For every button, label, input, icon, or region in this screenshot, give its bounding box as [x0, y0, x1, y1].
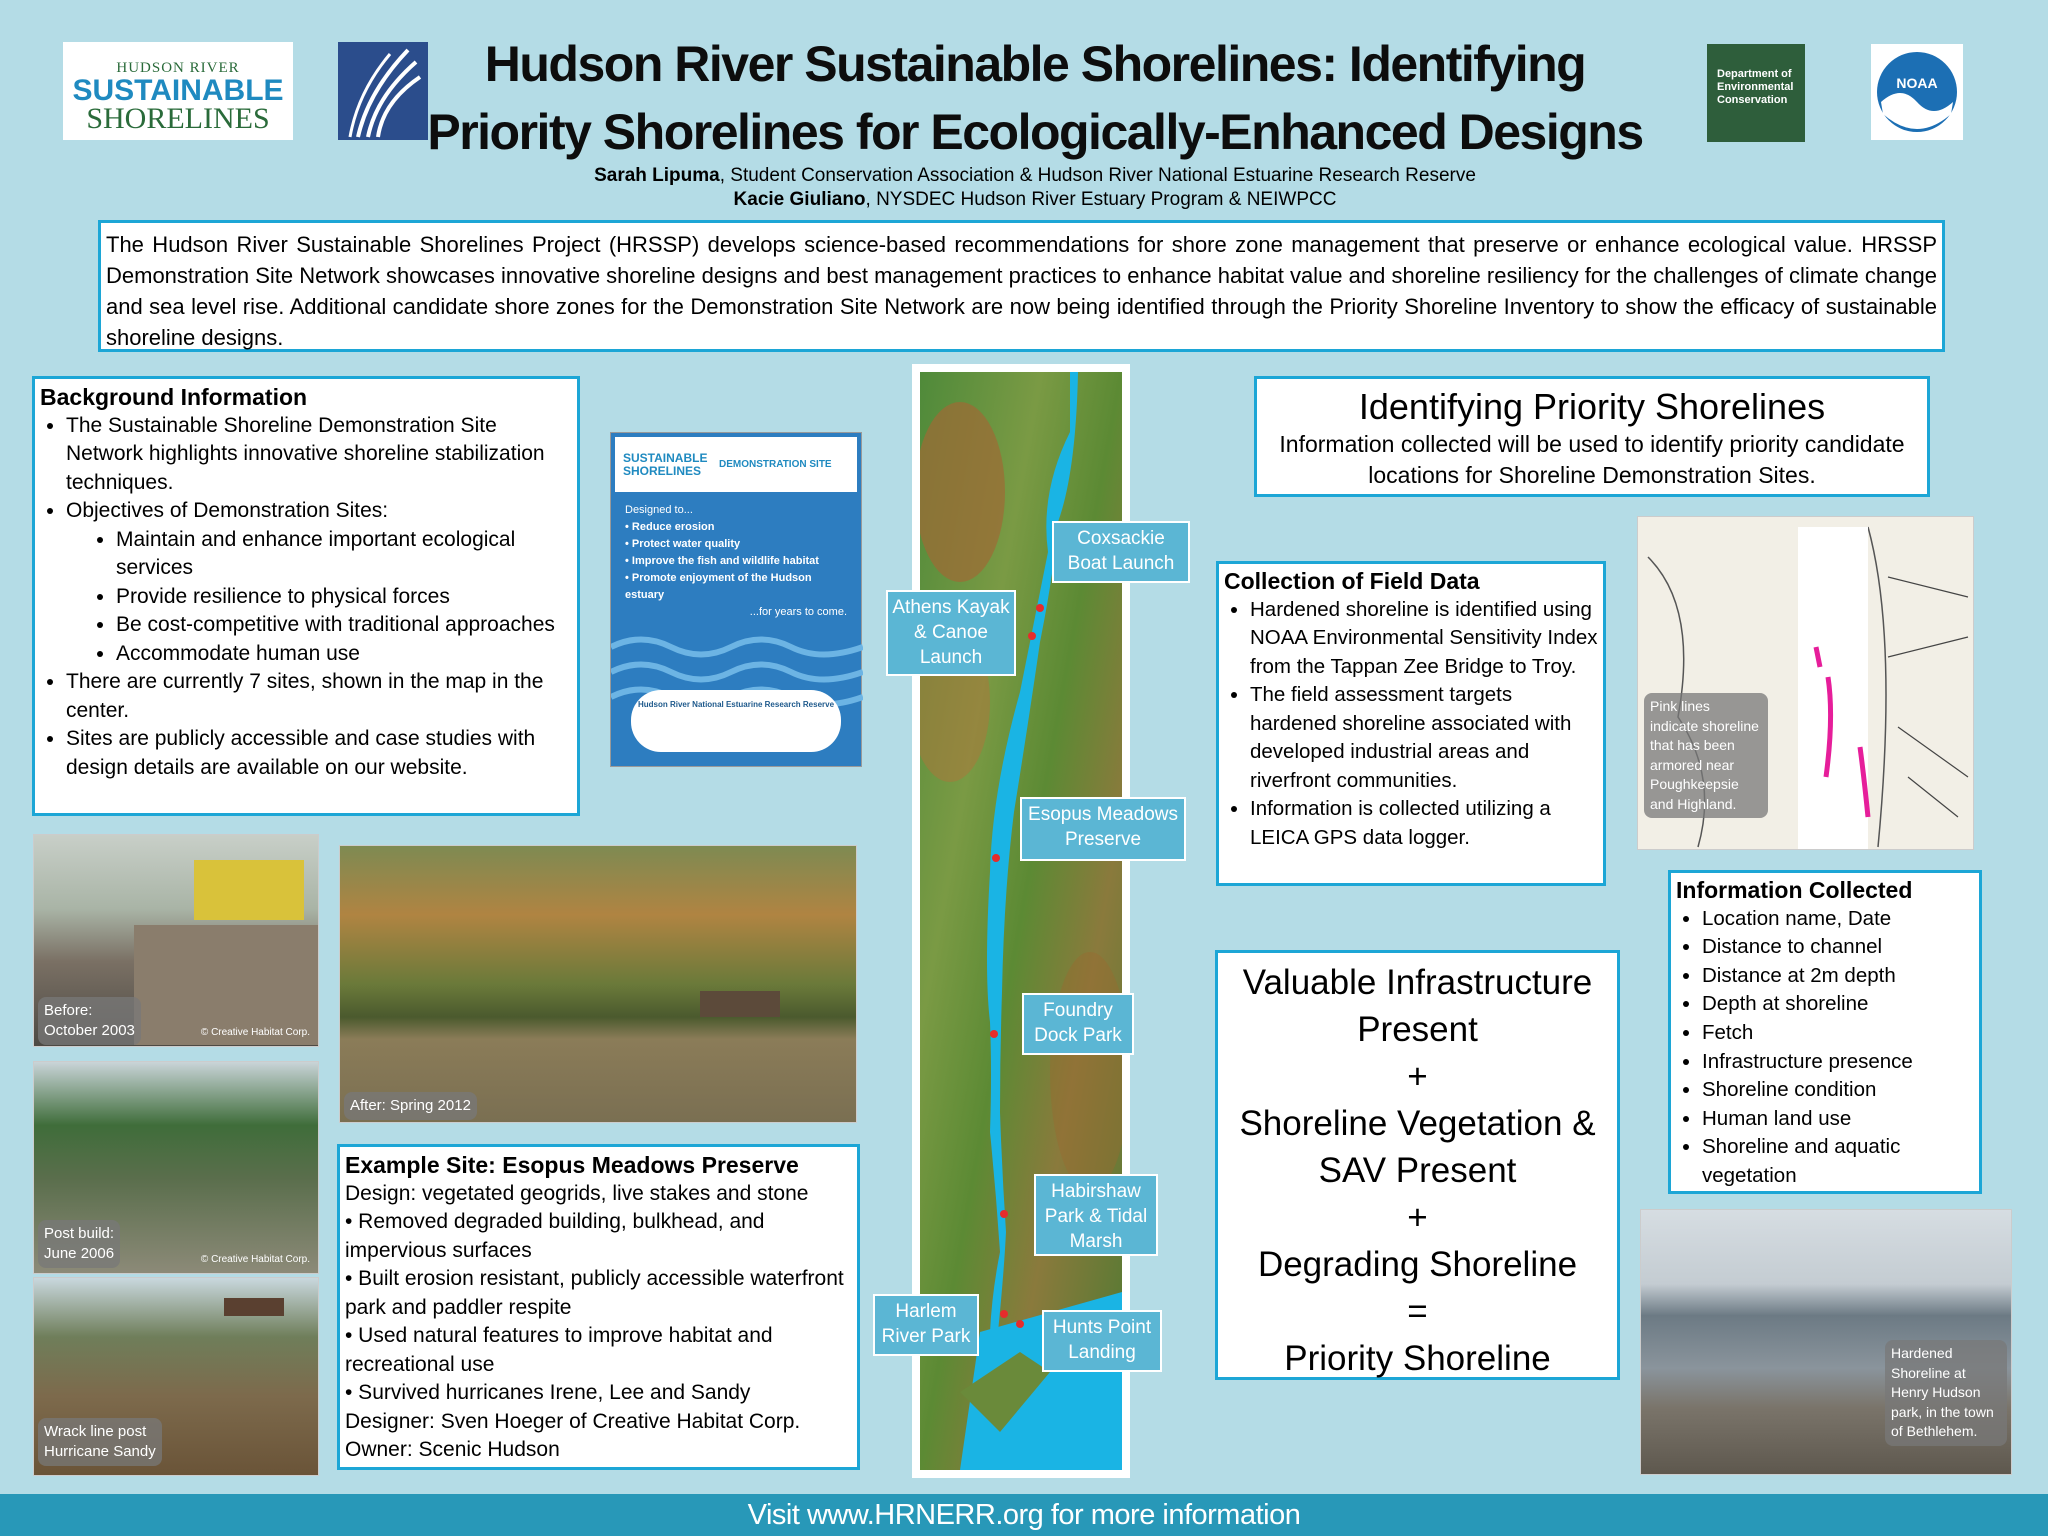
- example-line: • Survived hurricanes Irene, Lee and Sandy: [345, 1381, 751, 1404]
- example-line: • Removed degraded building, bulkhead, and impervious surfaces: [345, 1210, 765, 1262]
- example-designer: Designer: Sven Hoeger of Creative Habitat Corp.: [345, 1409, 801, 1433]
- brochure-tag: DEMONSTRATION SITE: [719, 459, 832, 470]
- example-line: • Built erosion resistant, publicly accessible waterfront park and paddler respite: [345, 1267, 844, 1319]
- info-item: • Shoreline and aquatic vegetation: [1702, 1133, 1974, 1190]
- before-caption: Before: October 2003: [38, 997, 141, 1045]
- hardened-caption: Hardened Shoreline at Henry Hudson park, in the town of Bethlehem.: [1885, 1340, 2007, 1446]
- post-build-photo: [33, 1061, 319, 1274]
- background-bullet: • There are currently 7 sites, shown in the map in the center.: [66, 668, 572, 725]
- equation-result: Priority Shoreline: [1284, 1339, 1551, 1378]
- brochure-item: Promote enjoyment of the Hudson estuary: [625, 572, 812, 601]
- noaa-logo: [1871, 44, 1963, 140]
- info-item: • Depth at shoreline: [1702, 990, 1974, 1019]
- field-item: • The field assessment targets hardened shoreline associated with developed industrial areas and riverfront communities.: [1250, 681, 1598, 795]
- map-label-coxsackie: Coxsackie Boat Launch: [1052, 521, 1190, 583]
- info-item: • Location name, Date: [1702, 905, 1974, 934]
- objective-item: • Be cost-competitive with traditional approaches: [116, 611, 572, 640]
- author-2-affiliation: , NYSDEC Hudson River Estuary Program & NEIWPCC: [865, 189, 1337, 210]
- equation-operator: +: [1407, 1057, 1428, 1096]
- noaa-logo-text: NOAA: [1896, 75, 1938, 91]
- logo-big-text-1: SUSTAINABLE: [72, 74, 284, 107]
- author-1-name: Sarah Lipuma: [594, 165, 720, 186]
- background-bullet: • Sites are publicly accessible and case studies with design details are available on our website.: [66, 725, 572, 782]
- nautical-chart-image: [1637, 516, 1974, 850]
- field-data-box: [1216, 561, 1606, 886]
- title-line-2: Priority Shorelines for Ecologically-Enhanced Designs: [427, 104, 1643, 160]
- info-item: • Distance to channel: [1702, 933, 1974, 962]
- demonstration-site-brochure: SUSTAINABLE SHORELINES DEMONSTRATION SITE Designed to... • Reduce erosion • Protect water quality • Improve the fish and wildlife habitat • Promote enjoyment of the Hudson estuary ...for years to come. Hudson River National Estuarine Research Reserve: [610, 432, 862, 767]
- example-design: Design: vegetated geogrids, live stakes and stone: [345, 1181, 809, 1205]
- example-owner: Owner: Scenic Hudson: [345, 1438, 560, 1461]
- pavilion-shape: [700, 951, 780, 1017]
- logo-big-text-2: SHORELINES: [86, 102, 270, 135]
- background-bullet: • The Sustainable Shoreline Demonstration Site Network highlights innovative shoreline stabilization techniques.: [66, 412, 572, 498]
- poster-title: [420, 30, 1650, 166]
- info-heading: Information Collected: [1676, 877, 1913, 903]
- truck-shape: [194, 860, 304, 920]
- brochure-footer: Hudson River National Estuarine Research Reserve: [631, 690, 841, 752]
- identifying-priority-box: [1254, 376, 1930, 497]
- brochure-item: Protect water quality: [631, 538, 741, 550]
- equation-line: Valuable Infrastructure Present: [1242, 963, 1593, 1049]
- field-item: • Hardened shoreline is identified using NOAA Environmental Sensitivity Index from the Tappan Zee Bridge to Troy.: [1250, 596, 1598, 682]
- brochure-item: Improve the fish and wildlife habitat: [631, 555, 819, 567]
- map-label-hunts-point: Hunts Point Landing: [1042, 1310, 1162, 1372]
- authors: [420, 164, 1650, 212]
- map-label-habirshaw: Habirshaw Park & Tidal Marsh: [1034, 1174, 1158, 1256]
- info-item: • Human land use: [1702, 1105, 1974, 1134]
- before-photo: [33, 834, 319, 1047]
- dec-logo-text: Department of Environmental Conservation: [1717, 68, 1794, 106]
- example-line: • Used natural features to improve habitat and recreational use: [345, 1324, 773, 1376]
- after-photo: [339, 845, 857, 1123]
- footer-banner: Visit www.HRNERR.org for more information: [0, 1494, 2048, 1536]
- priority-equation-box: [1215, 950, 1620, 1380]
- map-label-athens: Athens Kayak & Canoe Launch: [886, 590, 1016, 676]
- background-information: [32, 376, 580, 816]
- title-line-1: Hudson River Sustainable Shorelines: Identifying: [484, 36, 1586, 92]
- info-item: • Distance at 2m depth: [1702, 962, 1974, 991]
- info-item: • Shoreline condition: [1702, 1076, 1974, 1105]
- equation-line: Degrading Shoreline: [1257, 1245, 1578, 1284]
- pavilion-shape: [224, 1298, 284, 1366]
- map-label-harlem: Harlem River Park: [873, 1294, 979, 1356]
- pink-lines-caption: Pink lines indicate shoreline that has been armored near Poughkeepsie and Highland.: [1644, 693, 1768, 818]
- equation-line: Shoreline Vegetation & SAV Present: [1239, 1104, 1596, 1190]
- objective-item: • Accommodate human use: [116, 640, 572, 669]
- map-label-foundry: Foundry Dock Park: [1022, 993, 1134, 1055]
- wrack-caption: Wrack line post Hurricane Sandy: [38, 1418, 162, 1466]
- information-collected-box: [1668, 870, 1982, 1194]
- field-item: • Information is collected utilizing a LEICA GPS data logger.: [1250, 795, 1598, 852]
- equation-operator: =: [1407, 1292, 1428, 1331]
- identifying-heading: Identifying Priority Shorelines: [1358, 386, 1826, 427]
- brochure-logo: SUSTAINABLE SHORELINES: [623, 450, 708, 478]
- map-label-esopus: Esopus Meadows Preserve: [1020, 797, 1186, 861]
- info-item: • Fetch: [1702, 1019, 1974, 1048]
- wrack-line-photo: [33, 1277, 319, 1476]
- intro-box: The Hudson River Sustainable Shorelines Project (HRSSP) develops science-based recommendations for shore zone management that preserve or enhance ecological value. HRSSP Demonstration Site Network showcases innovative shoreline designs and best management practices to enhance habitat value and shoreline resiliency for the challenges of climate change and sea level rise. Additional candidate shore zones for the Demonstration Site Network are now being identified through the Priority Shoreline Inventory to show the efficacy of sustainable shoreline designs.: [98, 220, 1945, 352]
- example-site-box: [337, 1144, 860, 1470]
- brochure-designed: Designed to...: [625, 504, 693, 516]
- objective-item: • Maintain and enhance important ecological services: [116, 526, 572, 583]
- identifying-text: Information collected will be used to identify priority candidate locations for Shoreline Demonstration Sites.: [1279, 431, 1905, 488]
- author-1-affiliation: , Student Conservation Association & Hudson River National Estuarine Research Reserve: [719, 165, 1476, 186]
- brochure-years: ...for years to come.: [749, 606, 847, 618]
- hrss-logo: [63, 42, 293, 140]
- photo-credit: © Creative Habitat Corp.: [200, 1027, 310, 1038]
- info-item: • Infrastructure presence: [1702, 1048, 1974, 1077]
- logo-small-text: HUDSON RIVER: [116, 60, 240, 76]
- photo-credit: © Creative Habitat Corp.: [200, 1254, 310, 1265]
- equation-operator: +: [1407, 1198, 1428, 1237]
- after-caption: After: Spring 2012: [344, 1092, 477, 1120]
- field-heading: Collection of Field Data: [1224, 568, 1480, 594]
- author-2-name: Kacie Giuliano: [733, 189, 866, 210]
- dec-logo: [1707, 44, 1805, 142]
- reserve-grass-logo: [338, 42, 428, 140]
- background-bullet: • Objectives of Demonstration Sites:: [66, 497, 572, 526]
- background-heading: Background Information: [40, 384, 308, 410]
- post-build-caption: Post build: June 2006: [38, 1220, 120, 1268]
- hardened-shoreline-photo: [1640, 1209, 2012, 1475]
- example-heading: Example Site: Esopus Meadows Preserve: [345, 1152, 799, 1178]
- brochure-item: Reduce erosion: [631, 521, 715, 533]
- objective-item: • Provide resilience to physical forces: [116, 583, 572, 612]
